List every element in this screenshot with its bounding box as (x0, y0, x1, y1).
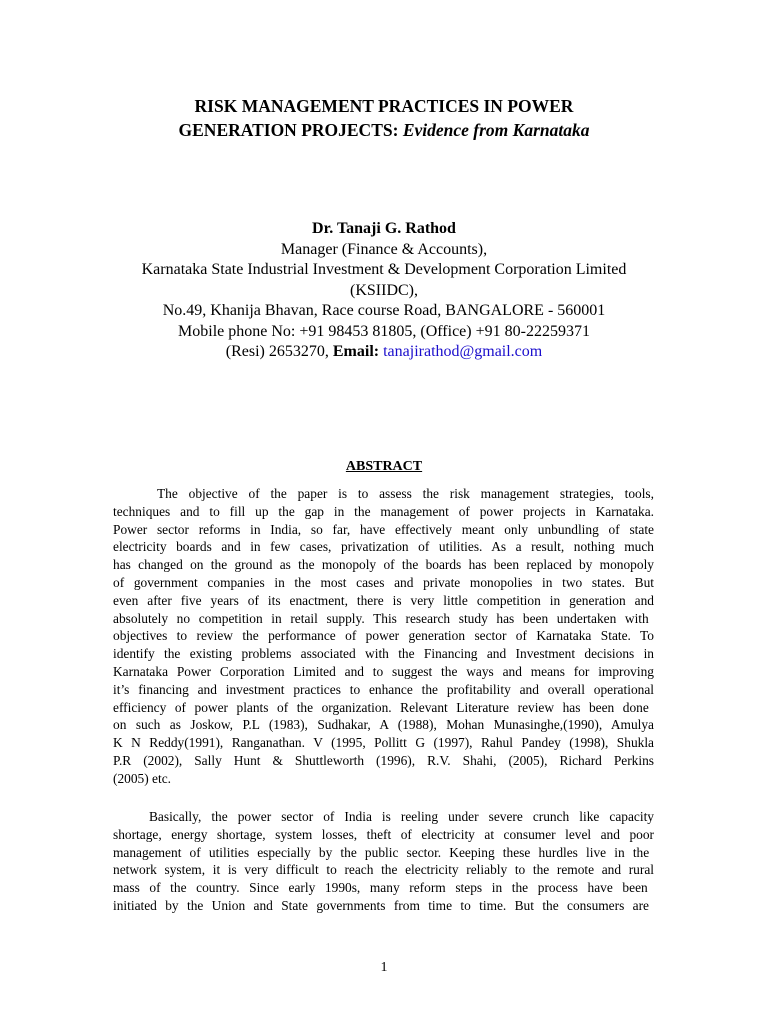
paper-title (0, 94, 768, 142)
p1-line: absolutely no competition in retail supply. This research study has been undertaken with (113, 610, 649, 626)
author-organization: Karnataka State Industrial Investment & Development Corporation Limited (141, 261, 627, 278)
page-number: 1 (380, 960, 388, 975)
p1-line: P.R (2002), Sally Hunt & Shuttleworth (1996), R.V. Shahi, (2005), Richard Perkins (113, 752, 654, 768)
p1-line: efficiency of power plants of the organization. Relevant Literature review has been done (113, 699, 649, 715)
abstract-heading: ABSTRACT (345, 459, 423, 474)
p2-line: mass of the country. Since early 1990s, many reform steps in the process have been (113, 880, 648, 896)
author-position: Manager (Finance & Accounts), (280, 240, 488, 258)
title-line-1: RISK MANAGEMENT PRACTICES IN POWER (194, 96, 574, 116)
title-line-2-prefix: GENERATION PROJECTS: (178, 120, 403, 140)
p2-line: initiated by the Union and State governments from time to time. But the consumers are (113, 897, 649, 913)
author-org-abbr: (KSIIDC), (350, 281, 418, 299)
body-paragraph-2 (113, 808, 654, 915)
p1-line: (2005) etc. (113, 770, 172, 786)
p2-line: shortage, energy shortage, system losses, theft of electricity at consumer level and poor (113, 826, 654, 842)
p2-line: management of utilities especially by the public sector. Keeping these hurdles live in the (113, 844, 650, 860)
p2-line: network system, it is very difficult to reach the electricity reliably to the remote and rural (113, 862, 654, 878)
p1-line: electricity boards and in few cases, privatization of utilities. As a result, nothing much (113, 539, 654, 555)
p2-line: Basically, the power sector of India is reeling under severe crunch like capacity (149, 809, 654, 824)
p1-line: identify the existing problems associated with the Financing and Investment decisions in (113, 646, 654, 662)
email-label: Email: (332, 343, 380, 360)
author-resi-phone: (Resi) 2653270, (225, 343, 333, 360)
author-address: No.49, Khanija Bhavan, Race course Road, BANGALORE - 560001 (162, 302, 606, 319)
p1-line: on such as Joskow, P.L (1983), Sudhakar, A (1988), Mohan Munasinghe,(1990), Amulya (113, 717, 654, 733)
title-line-2 (0, 118, 768, 142)
p1-line: it’s financing and investment practices to enhance the profitability and overall operational (113, 681, 654, 697)
p1-line: techniques and to fill up the gap in the management of power projects in Karnataka. (113, 503, 654, 519)
p1-line: The objective of the paper is to assess the risk management strategies, tools, (157, 486, 654, 501)
p1-line: objectives to review the performance of power generation sector of Karnataka State. To (113, 628, 654, 644)
title-subtitle: Evidence from Karnataka (402, 120, 590, 140)
p1-line: Power sector reforms in India, so far, have effectively meant only unbundling of state (113, 521, 654, 537)
author-block (0, 219, 768, 363)
p1-line: has changed on the ground as the monopoly of the boards has been replaced by monopoly (113, 557, 654, 573)
p1-line: even after five years of its enactment, there is very little competition in generation and (113, 592, 654, 608)
author-name: Dr. Tanaji G. Rathod (312, 220, 456, 237)
abstract-paragraph-1 (113, 485, 654, 788)
p1-line: of government companies in the most cases and private monopolies in two states. But (113, 574, 654, 590)
p1-line: Karnataka Power Corporation Limited and to suggest the ways and means for improving (113, 663, 654, 679)
p1-line: K N Reddy(1991), Ranganathan. V (1995, Pollitt G (1997), Rahul Pandey (1998), Shukla (113, 735, 654, 751)
author-contact-line (0, 342, 768, 363)
email-link[interactable]: tanajirathod@gmail.com (383, 343, 543, 360)
author-phones: Mobile phone No: +91 98453 81805, (Office) +91 80-22259371 (178, 322, 590, 340)
